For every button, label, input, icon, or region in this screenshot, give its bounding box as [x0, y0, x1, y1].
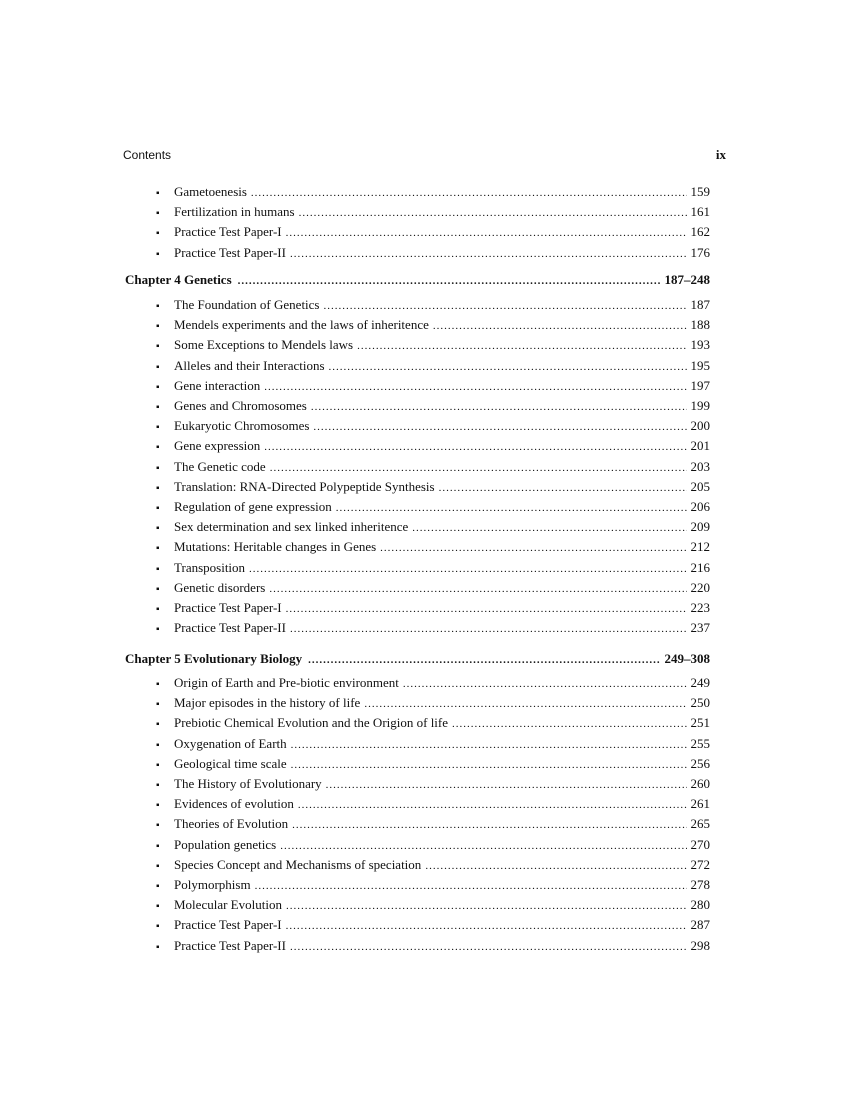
- dot-leader: [255, 877, 687, 895]
- bullet-icon: ▪: [156, 699, 160, 710]
- toc-entry-page-number: 216: [690, 560, 710, 575]
- toc-entry-title: Gene expression: [174, 438, 261, 453]
- toc-entry-title: Evidences of evolution: [174, 796, 294, 811]
- toc-entry[interactable]: [156, 619, 710, 637]
- bullet-icon: ▪: [156, 188, 160, 199]
- toc-entry[interactable]: [156, 478, 710, 496]
- toc-entry-title: Practice Test Paper-II: [174, 620, 286, 635]
- toc-entry-page-number: 162: [690, 224, 710, 239]
- toc-entry[interactable]: [156, 417, 710, 435]
- bullet-icon: ▪: [156, 820, 160, 831]
- toc-entry[interactable]: [156, 836, 710, 854]
- bullet-icon: ▪: [156, 624, 160, 635]
- bullet-icon: ▪: [156, 564, 160, 575]
- toc-entry-title: Eukaryotic Chromosomes: [174, 418, 310, 433]
- bullet-icon: ▪: [156, 402, 160, 413]
- toc-entry[interactable]: [156, 674, 710, 692]
- toc-entry[interactable]: [156, 896, 710, 914]
- toc-entry-page-number: 203: [690, 459, 710, 474]
- toc-entry-title: Prebiotic Chemical Evolution and the Origion of life: [174, 715, 449, 730]
- toc-entry-page-number: 272: [690, 857, 710, 872]
- dot-leader: [290, 620, 687, 638]
- dot-leader: [249, 560, 686, 578]
- toc-entry-page-number: 237: [690, 620, 710, 635]
- toc-entry-page-number: 193: [690, 337, 710, 352]
- toc-entry[interactable]: [156, 458, 710, 476]
- bullet-icon: ▪: [156, 881, 160, 892]
- toc-entry[interactable]: [156, 599, 710, 617]
- toc-entry-page-number: 161: [690, 204, 710, 219]
- toc-entry[interactable]: [156, 183, 710, 201]
- toc-entry-title: Origin of Earth and Pre-biotic environment: [174, 675, 399, 690]
- bullet-icon: ▪: [156, 901, 160, 912]
- toc-entry-page-number: 260: [690, 776, 710, 791]
- toc-entry[interactable]: [156, 775, 710, 793]
- toc-entry-title: Population genetics: [174, 837, 277, 852]
- toc-entry-title: Mendels experiments and the laws of inheritence: [174, 317, 429, 332]
- dot-leader: [329, 358, 687, 376]
- toc-entry[interactable]: [156, 518, 710, 536]
- dot-leader: [433, 317, 687, 335]
- toc-entry[interactable]: [156, 377, 710, 395]
- toc-entry[interactable]: [156, 694, 710, 712]
- toc-entry[interactable]: [156, 437, 710, 455]
- bullet-icon: ▪: [156, 841, 160, 852]
- bullet-icon: ▪: [156, 861, 160, 872]
- toc-entry-title: Practice Test Paper-II: [174, 938, 286, 953]
- toc-entry-page-number: 278: [690, 877, 710, 892]
- dot-leader: [324, 297, 687, 315]
- toc-entry-page-number: 212: [690, 539, 710, 554]
- toc-entry-title: Practice Test Paper-I: [174, 600, 282, 615]
- dot-leader: [286, 600, 687, 618]
- bullet-icon: ▪: [156, 208, 160, 219]
- dot-leader: [336, 499, 687, 517]
- toc-entry-page-number: 287: [690, 917, 710, 932]
- toc-entry-page-number: 201: [690, 438, 710, 453]
- toc-entry-page-number: 209: [690, 519, 710, 534]
- toc-entry[interactable]: [156, 203, 710, 221]
- bullet-icon: ▪: [156, 228, 160, 239]
- toc-entry-title: Gene interaction: [174, 378, 261, 393]
- toc-entry-title: Some Exceptions to Mendels laws: [174, 337, 354, 352]
- toc-entry-title: Transposition: [174, 560, 246, 575]
- running-head: [123, 147, 726, 163]
- toc-entry-page-number: 220: [690, 580, 710, 595]
- dot-leader: [298, 796, 687, 814]
- toc-entry[interactable]: [156, 714, 710, 732]
- dot-leader: [291, 756, 687, 774]
- dot-leader: [292, 816, 686, 834]
- toc-entry-title: Genetic disorders: [174, 580, 266, 595]
- toc-entry[interactable]: [156, 937, 710, 955]
- bullet-icon: ▪: [156, 362, 160, 373]
- dot-leader: [439, 479, 687, 497]
- toc-entry-page-number: 223: [690, 600, 710, 615]
- toc-entry-title: Alleles and their Interactions: [174, 358, 325, 373]
- toc-entry-title: Geological time scale: [174, 756, 287, 771]
- toc-entry-page-number: 205: [690, 479, 710, 494]
- bullet-icon: ▪: [156, 483, 160, 494]
- bullet-icon: ▪: [156, 800, 160, 811]
- bullet-icon: ▪: [156, 740, 160, 751]
- toc-entry[interactable]: [156, 735, 710, 753]
- toc-entry-page-number: 206: [690, 499, 710, 514]
- chapter-title: Chapter 5 Evolutionary Biology: [125, 651, 303, 666]
- bullet-icon: ▪: [156, 679, 160, 690]
- toc-entry-title: Practice Test Paper-II: [174, 245, 286, 260]
- toc-entry[interactable]: [156, 357, 710, 375]
- toc-entry[interactable]: [156, 579, 710, 597]
- toc-entry-page-number: 195: [690, 358, 710, 373]
- toc-entry-title: Mutations: Heritable changes in Genes: [174, 539, 377, 554]
- dot-leader: [452, 715, 686, 733]
- toc-entry-title: Sex determination and sex linked inheritence: [174, 519, 409, 534]
- toc-entry[interactable]: [156, 795, 710, 813]
- dot-leader: [290, 938, 687, 956]
- dot-leader: [251, 184, 687, 202]
- dot-leader: [286, 917, 687, 935]
- dot-leader: [264, 378, 686, 396]
- bullet-icon: ▪: [156, 341, 160, 352]
- toc-entry-title: Translation: RNA-Directed Polypeptide Synthesis: [174, 479, 435, 494]
- bullet-icon: ▪: [156, 463, 160, 474]
- dot-leader: [270, 459, 687, 477]
- chapter-page-range: 187–248: [664, 272, 710, 287]
- toc-entry-title: Genes and Chromosomes: [174, 398, 307, 413]
- bullet-icon: ▪: [156, 321, 160, 332]
- toc-entry-page-number: 199: [690, 398, 710, 413]
- toc-entry[interactable]: [156, 856, 710, 874]
- dot-leader: [380, 539, 686, 557]
- toc-entry-page-number: 270: [690, 837, 710, 852]
- toc-entry-title: Species Concept and Mechanisms of speciation: [174, 857, 422, 872]
- bullet-icon: ▪: [156, 780, 160, 791]
- toc-entry-title: Regulation of gene expression: [174, 499, 332, 514]
- toc-entry[interactable]: [156, 538, 710, 556]
- toc-entry-title: Polymorphism: [174, 877, 251, 892]
- bullet-icon: ▪: [156, 442, 160, 453]
- toc-entry-page-number: 187: [690, 297, 710, 312]
- dot-leader: [357, 337, 686, 355]
- bullet-icon: ▪: [156, 760, 160, 771]
- chapter-heading[interactable]: [125, 271, 710, 289]
- dot-leader: [280, 837, 686, 855]
- bullet-icon: ▪: [156, 604, 160, 615]
- toc-entry-title: Practice Test Paper-I: [174, 917, 282, 932]
- bullet-icon: ▪: [156, 719, 160, 730]
- toc-entry-title: The Genetic code: [174, 459, 266, 474]
- chapter-title: Chapter 4 Genetics: [125, 272, 232, 287]
- bullet-icon: ▪: [156, 942, 160, 953]
- bullet-icon: ▪: [156, 921, 160, 932]
- toc-entry-page-number: 255: [690, 736, 710, 751]
- toc-entry-page-number: 159: [690, 184, 710, 199]
- toc-entry[interactable]: [156, 815, 710, 833]
- toc-entry-title: Oxygenation of Earth: [174, 736, 287, 751]
- toc-entry-title: Molecular Evolution: [174, 897, 282, 912]
- chapter-page-range: 249–308: [664, 651, 710, 666]
- toc-entry[interactable]: [156, 223, 710, 241]
- dot-leader: [269, 580, 686, 598]
- toc-entry[interactable]: [156, 244, 710, 262]
- bullet-icon: ▪: [156, 523, 160, 534]
- toc-entry-page-number: 265: [690, 816, 710, 831]
- dot-leader: [264, 438, 686, 456]
- toc-entry-page-number: 298: [690, 938, 710, 953]
- toc-entry-page-number: 250: [690, 695, 710, 710]
- toc-entry[interactable]: [156, 316, 710, 334]
- toc-entry[interactable]: [156, 559, 710, 577]
- toc-entry[interactable]: [156, 876, 710, 894]
- toc-entry-title: The Foundation of Genetics: [174, 297, 320, 312]
- dot-leader: [290, 245, 687, 263]
- toc-entry-title: Fertilization in humans: [174, 204, 295, 219]
- dot-leader: [286, 224, 687, 242]
- bullet-icon: ▪: [156, 584, 160, 595]
- bullet-icon: ▪: [156, 543, 160, 554]
- toc-entry-title: Gametoenesis: [174, 184, 247, 199]
- dot-leader: [403, 675, 687, 693]
- toc-entry-title: The History of Evolutionary: [174, 776, 322, 791]
- toc-entry-page-number: 280: [690, 897, 710, 912]
- toc-entry[interactable]: [156, 755, 710, 773]
- toc-entry[interactable]: [156, 296, 710, 314]
- toc-entry-title: Theories of Evolution: [174, 816, 289, 831]
- dot-leader: [326, 776, 687, 794]
- bullet-icon: ▪: [156, 422, 160, 433]
- chapter-heading[interactable]: [125, 650, 710, 668]
- dot-leader: [412, 519, 686, 537]
- dot-leader: [291, 736, 687, 754]
- bullet-icon: ▪: [156, 503, 160, 514]
- dot-leader: [286, 897, 687, 915]
- dot-leader: [313, 418, 686, 436]
- toc-entry-page-number: 251: [690, 715, 710, 730]
- toc-entry-page-number: 200: [690, 418, 710, 433]
- dot-leader: [425, 857, 686, 875]
- toc-entry-page-number: 176: [690, 245, 710, 260]
- toc-entry-page-number: 256: [690, 756, 710, 771]
- toc-entry[interactable]: [156, 916, 710, 934]
- toc-entry-title: Major episodes in the history of life: [174, 695, 361, 710]
- toc-entry[interactable]: [156, 498, 710, 516]
- toc-entry-page-number: 197: [690, 378, 710, 393]
- toc-entry-page-number: 261: [690, 796, 710, 811]
- running-head-title: Contents: [123, 148, 172, 162]
- dot-leader: [299, 204, 687, 222]
- bullet-icon: ▪: [156, 301, 160, 312]
- dot-leader: [308, 651, 660, 669]
- bullet-icon: ▪: [156, 249, 160, 260]
- toc-entry[interactable]: [156, 336, 710, 354]
- dot-leader: [238, 272, 661, 290]
- dot-leader: [311, 398, 687, 416]
- toc-entry-title: Practice Test Paper-I: [174, 224, 282, 239]
- dot-leader: [364, 695, 686, 713]
- toc-entry-page-number: 188: [690, 317, 710, 332]
- bullet-icon: ▪: [156, 382, 160, 393]
- toc-entry-page-number: 249: [690, 675, 710, 690]
- running-head-page-number: ix: [715, 147, 726, 162]
- toc-entry[interactable]: [156, 397, 710, 415]
